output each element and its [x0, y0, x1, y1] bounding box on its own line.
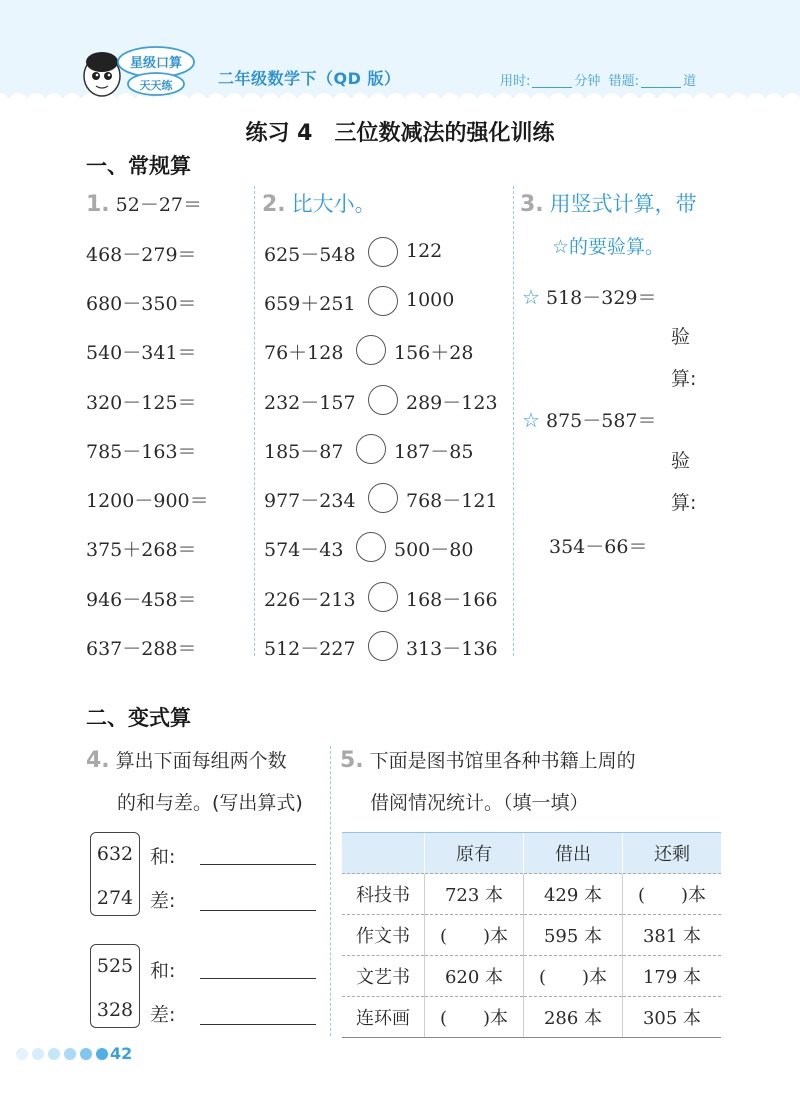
sum-answer-line[interactable]: [200, 864, 316, 865]
wave-scallop: [567, 93, 585, 110]
diff-label: 差:: [150, 890, 176, 912]
q1-number: 1.: [86, 192, 110, 217]
q4-number: 4.: [86, 748, 110, 773]
table-cell-blank[interactable]: ( )本: [623, 874, 722, 915]
table-row-header: 作文书: [342, 915, 425, 956]
wave-scallop: [243, 93, 261, 110]
q2-left: 512－227: [264, 638, 356, 660]
table-cell: 286 本: [524, 997, 623, 1038]
wave-scallop: [675, 93, 693, 110]
compare-circle[interactable]: [368, 237, 398, 267]
q2-left: 226－213: [264, 589, 356, 611]
table-row: [342, 956, 721, 997]
wave-scallop: [477, 93, 495, 110]
wave-scallop: [9, 93, 27, 110]
table-cell: 723 本: [425, 874, 524, 915]
table-cell: 381 本: [623, 915, 722, 956]
wave-scallop: [45, 93, 63, 110]
minute-label: 分钟: [574, 74, 601, 89]
wave-scallop: [621, 93, 639, 110]
errors-blank[interactable]: [641, 87, 681, 88]
diff-label: 差:: [150, 1004, 176, 1026]
time-label: 用时:: [500, 74, 531, 89]
q2-left: 232－157: [264, 392, 356, 414]
wave-scallop: [405, 93, 423, 110]
q3-item-2: 875－587＝: [545, 410, 657, 432]
number-a: 632: [96, 843, 134, 865]
sum-label: 和:: [150, 846, 176, 868]
sum-answer-line[interactable]: [200, 978, 316, 979]
q3-prompt-line2: ☆的要验算。: [552, 236, 665, 258]
star-icon: ☆: [522, 285, 540, 309]
wave-scallop: [333, 93, 351, 110]
q4-prompt-row-1: [86, 746, 287, 773]
q2-left: 977－234: [264, 490, 356, 512]
mascot-text-bottom: 天天练: [139, 79, 173, 92]
wave-scallop: [387, 93, 405, 110]
q5-prompt-line2: 借阅情况统计。（填一填）: [370, 792, 589, 814]
mascot-logo: [80, 40, 220, 102]
table-header-cell: [342, 833, 425, 874]
column-divider-1: [254, 186, 255, 656]
table-row-header: 科技书: [342, 874, 425, 915]
table-cell: 179 本: [623, 956, 722, 997]
table-row: [342, 997, 721, 1038]
table-row: [342, 915, 721, 956]
diff-answer-line[interactable]: [200, 910, 316, 911]
wave-scallop: [531, 93, 549, 110]
q2-left: 574－43: [264, 539, 344, 561]
wave-scallop: [279, 93, 297, 110]
table-row-header: 连环画: [342, 997, 425, 1038]
wave-scallop: [657, 93, 675, 110]
q2-prompt-row: [262, 188, 376, 218]
q2-right: 122: [406, 240, 443, 262]
wave-scallop: [0, 93, 9, 110]
column-divider-3: [330, 746, 331, 1036]
wave-scallop: [783, 93, 800, 110]
errors-label: 错题:: [608, 74, 640, 89]
check-label-2b: 算:: [671, 492, 697, 514]
compare-circle[interactable]: [368, 385, 398, 415]
q2-right: 187－85: [394, 441, 474, 463]
q1-item: 637－288＝: [86, 638, 197, 660]
q2-number: 2.: [262, 192, 286, 217]
q5-number: 5.: [340, 748, 364, 773]
number-b: 274: [96, 887, 134, 909]
time-and-errors: [500, 70, 696, 89]
wave-scallop: [459, 93, 477, 110]
mascot-text-top: 星级口算: [129, 56, 183, 71]
q3-item-3: 354－66＝: [549, 536, 648, 558]
compare-circle[interactable]: [368, 286, 398, 316]
q2-right: 768－121: [406, 490, 498, 512]
section1-title: 一、常规算: [86, 154, 191, 178]
q2-right: 289－123: [406, 392, 498, 414]
diff-answer-line[interactable]: [200, 1024, 316, 1025]
wave-scallop: [315, 93, 333, 110]
q3-item-2-row: [522, 406, 657, 433]
q1-item: 52－27＝: [115, 194, 203, 216]
compare-circle[interactable]: [356, 434, 386, 464]
q1-item: 320－125＝: [86, 392, 197, 414]
wave-scallop: [297, 93, 315, 110]
wave-scallop: [729, 93, 747, 110]
q2-right: 500－80: [394, 539, 474, 561]
wave-scallop: [603, 93, 621, 110]
compare-circle[interactable]: [368, 483, 398, 513]
q2-left: 185－87: [264, 441, 344, 463]
wave-scallop: [513, 93, 531, 110]
table-header-cell: 还剩: [623, 833, 722, 874]
q3-number: 3.: [520, 192, 544, 217]
q5-prompt-row-1: [340, 746, 636, 773]
page-title: 练习 4 三位数减法的强化训练: [245, 121, 555, 146]
table-cell-blank[interactable]: ( )本: [425, 997, 524, 1038]
q1-item: 785－163＝: [86, 441, 197, 463]
q2-prompt: 比大小。: [291, 192, 376, 216]
star-icon: ☆: [522, 408, 540, 432]
table-cell-blank[interactable]: ( )本: [524, 956, 623, 997]
q3-prompt-row-1: [520, 188, 697, 218]
wave-scallop: [423, 93, 441, 110]
wave-scallop: [711, 93, 729, 110]
number-pair-box: [90, 944, 140, 1028]
table-cell: 305 本: [623, 997, 722, 1038]
wave-scallop: [549, 93, 567, 110]
q3-prompt-line1: 用竖式计算，带: [549, 192, 697, 216]
wave-scallop: [351, 93, 369, 110]
wave-scallop: [441, 93, 459, 110]
wave-scallop: [495, 93, 513, 110]
table-cell-blank[interactable]: ( )本: [425, 915, 524, 956]
compare-circle[interactable]: [356, 335, 386, 365]
wave-scallop: [369, 93, 387, 110]
check-label-2a: 验: [671, 450, 691, 472]
wave-scallop: [225, 93, 243, 110]
table-cell: 595 本: [524, 915, 623, 956]
wave-scallop: [27, 93, 45, 110]
q4-prompt-line2: 的和与差。(写出算式): [117, 792, 303, 814]
q1-item: 1200－900＝: [86, 490, 209, 512]
compare-circle[interactable]: [368, 582, 398, 612]
number-b: 328: [96, 999, 134, 1021]
library-table: [342, 832, 721, 1038]
wave-scallop: [693, 93, 711, 110]
q2-right: 1000: [406, 289, 455, 311]
wave-scallop: [765, 93, 783, 110]
check-label-1b: 算:: [671, 368, 697, 390]
table-header-cell: 原有: [425, 833, 524, 874]
footer-dots-decoration: [14, 1046, 108, 1062]
compare-circle[interactable]: [368, 631, 398, 661]
check-label-1a: 验: [671, 326, 691, 348]
q1-item: 468－279＝: [86, 244, 197, 266]
table-cell: 620 本: [425, 956, 524, 997]
wave-scallop: [261, 93, 279, 110]
q1-item: 946－458＝: [86, 589, 197, 611]
q1-first-row: [86, 190, 202, 217]
compare-circle[interactable]: [356, 532, 386, 562]
column-divider-2: [513, 186, 514, 656]
wave-scallop: [63, 93, 81, 110]
table-row: [342, 874, 721, 915]
time-blank[interactable]: [532, 87, 572, 88]
count-label: 道: [683, 74, 697, 89]
q2-left: 659＋251: [264, 293, 356, 315]
book-title: 二年级数学下（QD 版）: [218, 69, 401, 88]
q4-prompt-line1: 算出下面每组两个数: [115, 750, 287, 772]
wave-scallop: [639, 93, 657, 110]
q3-item-1: 518－329＝: [545, 287, 657, 309]
section2-title: 二、变式算: [86, 706, 191, 730]
table-cell: 429 本: [524, 874, 623, 915]
q1-item: 540－341＝: [86, 342, 197, 364]
q1-item: 680－350＝: [86, 293, 197, 315]
sum-label: 和:: [150, 960, 176, 982]
wave-scallop: [585, 93, 603, 110]
number-pair-box: [90, 832, 140, 916]
number-a: 525: [96, 955, 134, 977]
q2-right: 313－136: [406, 638, 498, 660]
q3-item-1-row: [522, 283, 657, 310]
page-number: 42: [110, 1044, 133, 1063]
table-header-cell: 借出: [524, 833, 623, 874]
q5-prompt-line1: 下面是图书馆里各种书籍上周的: [369, 750, 636, 772]
q2-left: 625－548: [264, 244, 356, 266]
table-header-row: [342, 833, 721, 874]
q2-right: 156＋28: [394, 342, 474, 364]
q2-right: 168－166: [406, 589, 498, 611]
q1-item: 375＋268＝: [86, 539, 197, 561]
wave-scallop: [747, 93, 765, 110]
q2-left: 76＋128: [264, 342, 344, 364]
table-row-header: 文艺书: [342, 956, 425, 997]
